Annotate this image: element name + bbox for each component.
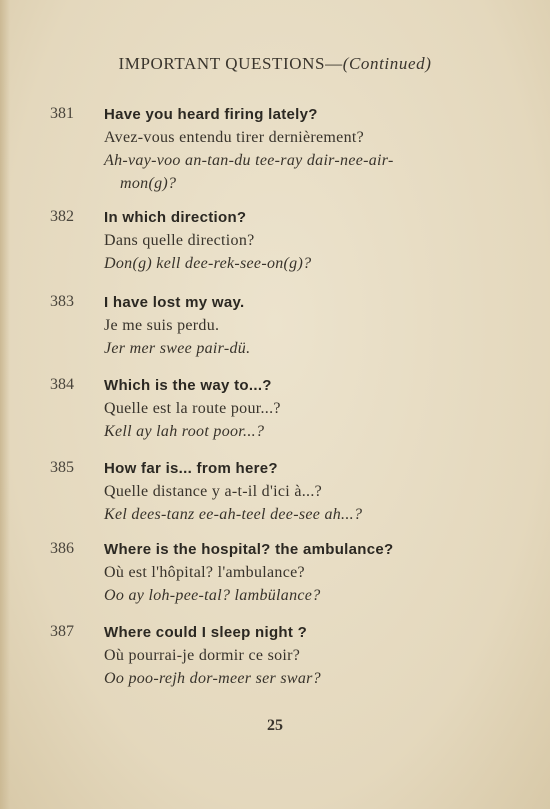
header-title: IMPORTANT QUESTIONS— <box>118 54 343 73</box>
phonetic-phrase: Jer mer swee pair-dü. <box>104 340 251 357</box>
header-continued: (Continued) <box>342 54 432 73</box>
english-phrase: How far is... from here? <box>104 460 278 477</box>
entry-number: 384 <box>50 376 74 393</box>
phrase-entry <box>50 375 520 443</box>
french-phrase: Où est l'hôpital? l'ambulance? <box>104 564 305 581</box>
page-edge-shadow <box>0 0 10 809</box>
french-phrase: Dans quelle direction? <box>104 232 255 249</box>
phonetic-phrase: Ah-vay-voo an-tan-du tee-ray dair-nee-air- <box>104 152 394 169</box>
english-phrase: Have you heard firing lately? <box>104 106 318 123</box>
french-phrase: Où pourrai-je dormir ce soir? <box>104 647 301 664</box>
phrase-entry <box>50 104 520 195</box>
entry-number: 382 <box>50 208 74 225</box>
french-phrase: Je me suis perdu. <box>104 317 220 334</box>
phonetic-phrase: Kell ay lah root poor...? <box>104 423 265 440</box>
entry-number: 385 <box>50 459 74 476</box>
entry-number: 386 <box>50 540 74 557</box>
english-phrase: Which is the way to...? <box>104 377 272 394</box>
french-phrase: Avez-vous entendu tirer dernièrement? <box>104 129 365 146</box>
phrase-entry <box>50 458 520 526</box>
phonetic-phrase: Don(g) kell dee-rek-see-on(g)? <box>104 255 312 272</box>
english-phrase: Where is the hospital? the ambulance? <box>104 541 394 558</box>
english-phrase: I have lost my way. <box>104 294 245 311</box>
page-number: 25 <box>267 717 283 734</box>
entry-number: 381 <box>50 105 74 122</box>
french-phrase: Quelle distance y a-t-il d'ici à...? <box>104 483 323 500</box>
page-header <box>0 54 550 74</box>
phrase-entry <box>50 539 520 607</box>
phrase-entry <box>50 207 520 275</box>
phrase-entry <box>50 292 520 360</box>
entry-number: 383 <box>50 293 74 310</box>
phonetic-phrase: Oo ay loh-pee-tal? lambülance? <box>104 587 321 604</box>
phrase-entry <box>50 622 520 690</box>
entry-number: 387 <box>50 623 74 640</box>
french-phrase: Quelle est la route pour...? <box>104 400 281 417</box>
phonetic-phrase: Kel dees-tanz ee-ah-teel dee-see ah...? <box>104 506 363 523</box>
phonetic-phrase: Oo poo-rejh dor-meer ser swar? <box>104 670 321 687</box>
english-phrase: In which direction? <box>104 209 247 226</box>
phonetic-phrase-continued: mon(g)? <box>120 175 177 192</box>
english-phrase: Where could I sleep night ? <box>104 624 308 641</box>
